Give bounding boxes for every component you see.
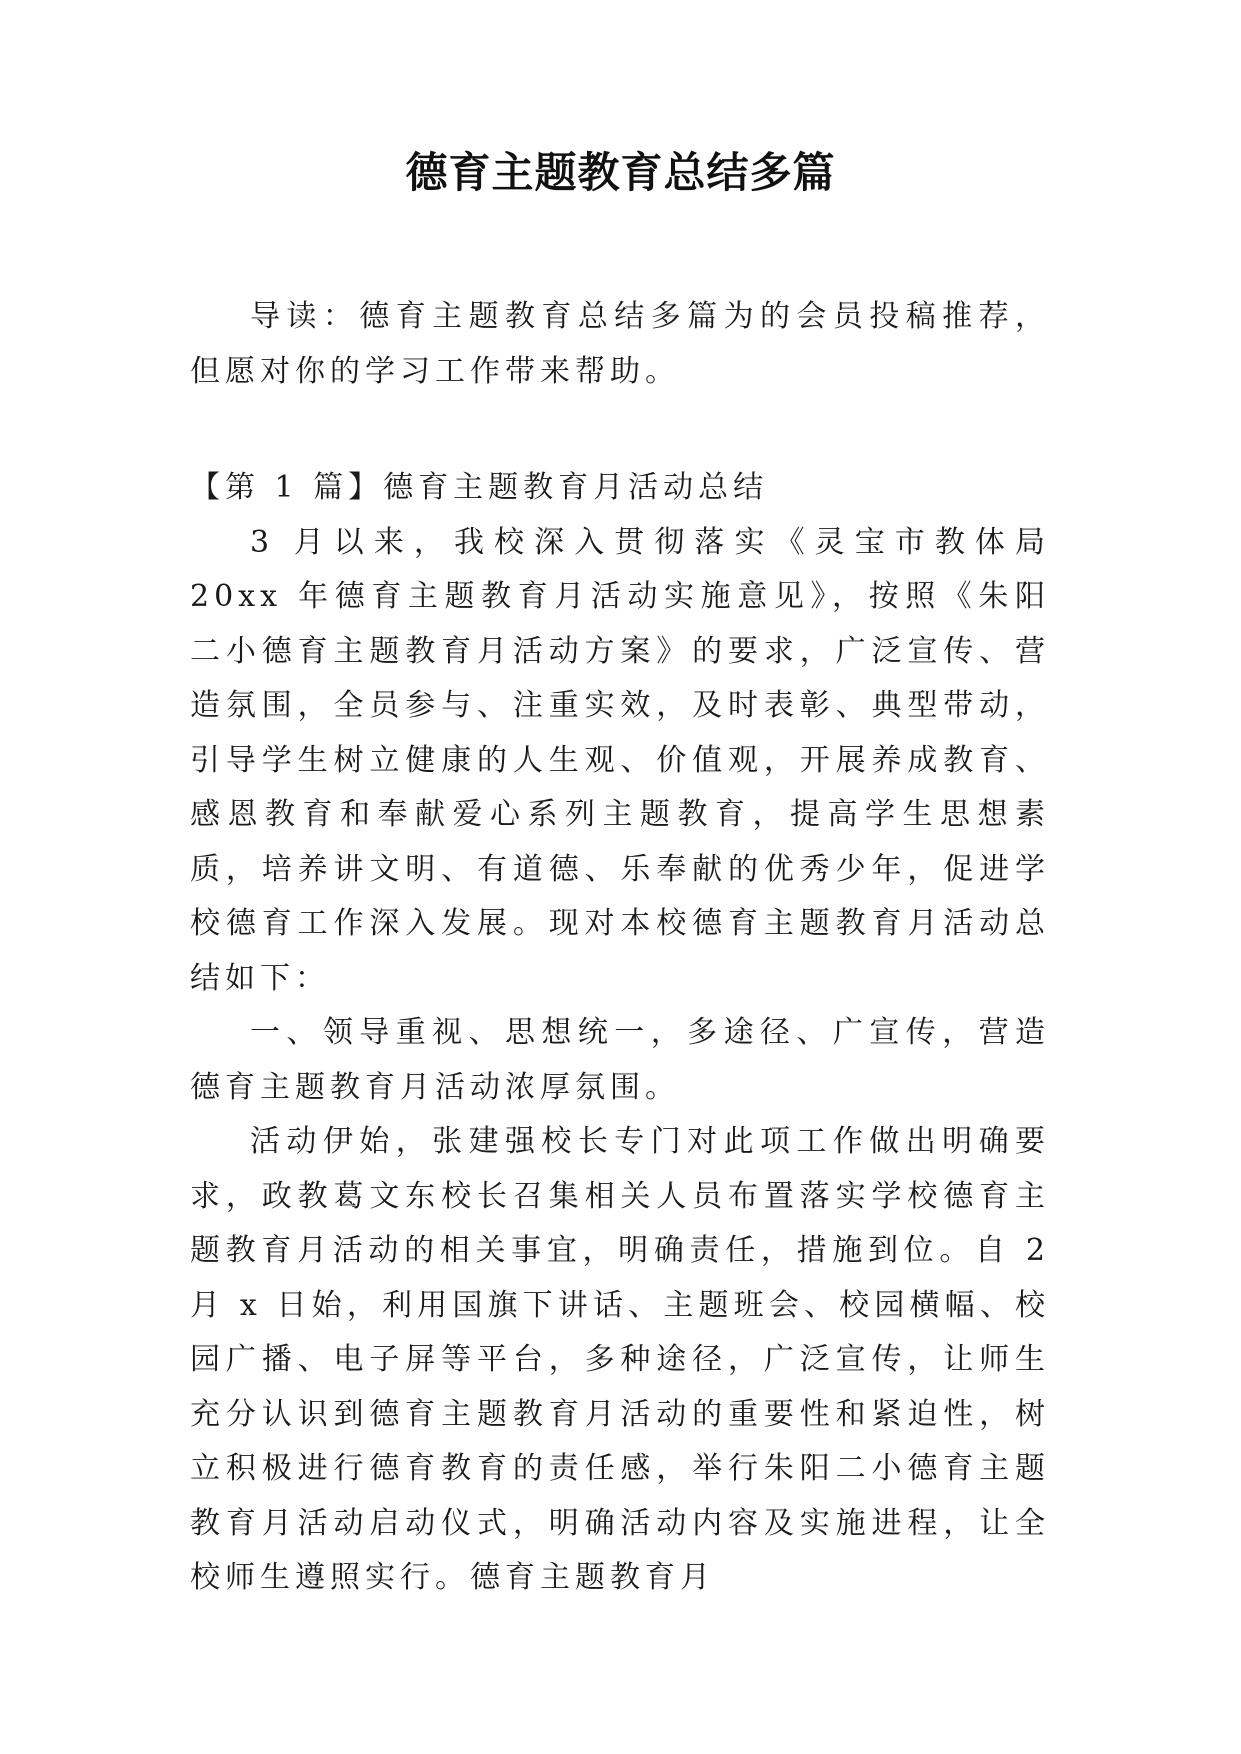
- body-paragraph: 活动伊始，张建强校长专门对此项工作做出明确要求，政教葛文东校长召集相关人员布置落实学校德育主题教育月活动的相关事宜，明确责任，措施到位。自 2 月 x 日始，利用国旗下讲话、主题班会、校园横幅、校园广播、电子屏等平台，多种途径，广泛宣传，让师生充分认识到德育主题教育月活动的重要性和紧迫性，树立积极进行德育教育的责任感，举行朱阳二小德育主题教育月活动启动仪式，明确活动内容及实施进程，让全校师生遵照实行。德育主题教育月: [190, 1124, 1050, 1595]
- intro-paragraph: 导读：德育主题教育总结多篇为的会员投稿推荐，但愿对你的学习工作带来帮助。: [190, 299, 1050, 389]
- section-heading: 【第 1 篇】德育主题教育月活动总结: [190, 470, 769, 505]
- body-paragraph: 一、领导重视、思想统一，多途径、广宣传，营造德育主题教育月活动浓厚氛围。: [190, 1015, 1050, 1105]
- document-title: 德育主题教育总结多篇: [405, 148, 836, 197]
- body-paragraph: 3 月以来，我校深入贯彻落实《灵宝市教体局 20xx 年德育主题教育月活动实施意见》，按照《朱阳二小德育主题教育月活动方案》的要求，广泛宣传、营造氛围，全员参与、注重实效，及时表彰、典型带动，引导学生树立健康的人生观、价值观，开展养成教育、感恩教育和奉献爱心系列主题教育，提高学生思想素质，培养讲文明、有道德、乐奉献的优秀少年，促进学校德育工作深入发展。现对本校德育主题教育月活动总结如下：: [190, 524, 1050, 996]
- document-body: [190, 290, 1050, 1606]
